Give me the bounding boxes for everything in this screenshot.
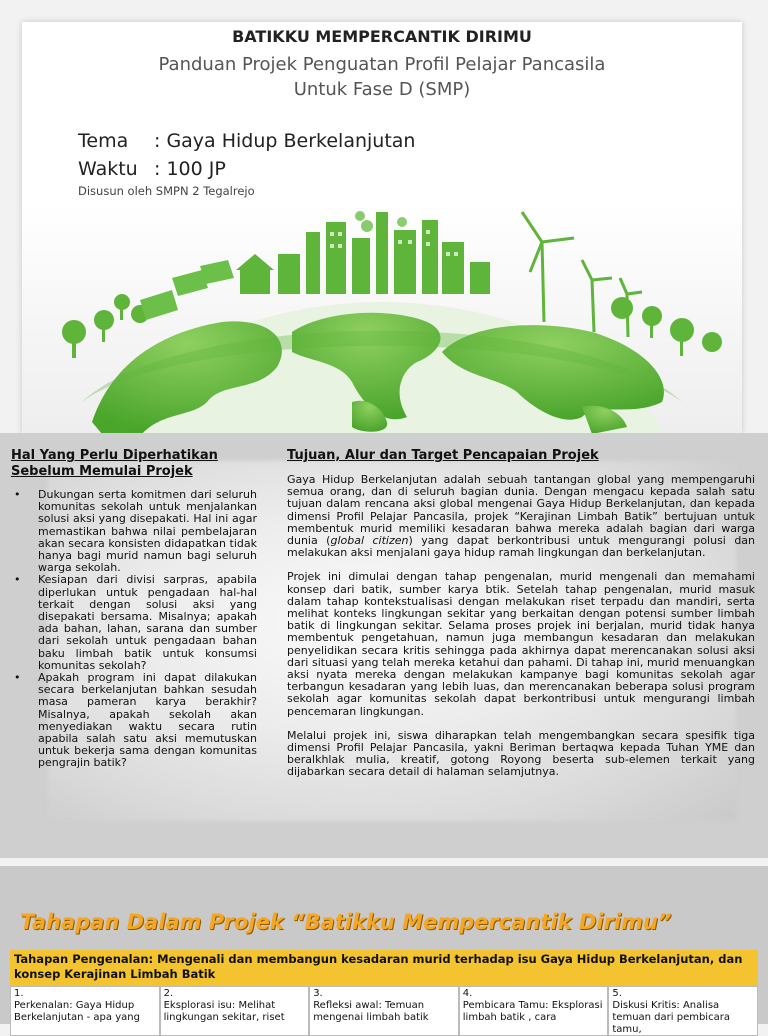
stage-cell: 3. Refleksi awal: Temuan mengenai limbah batik (309, 986, 459, 1036)
tema-value: : Gaya Hidup Berkelanjutan (154, 130, 416, 152)
green-earth-illustration (22, 202, 742, 434)
objectives-paragraph-2: Projek ini dimulai dengan tahap pengenalan, murid mengenali dan memahami konsep dari batik, sumber karya btik. Setelah tahap pengenalan, murid masuk dalam tahap kontekstualisasi dengan melakukan riset terpadu dan mandiri, serta melihat konteks lingkungan sekitar yang berkaitan dengan potensi sumber limbah batik di lingkungan sekitar. Selama proses projek ini berjalan, murid tidak hanya membentuk pengetahuan, namun juga membangun kesadaran dan melakukan penyelidikan secara kritis sehingga pada akhirnya dapat merencanakan solusi aksi dari situasi yang telah mereka ketahui dan pahami. Di tahap ini, murid menuangkan aksi nyata mereka dengan melakukan kampanye bagi komunitas sekolah agar terbangun kesadaran yang lebih luas, dan merencanakan beberapa solusi program sekolah agar komunitas sekolah dapat berkontribusi untuk mengurangi limbah pencemaran lingkungan. (287, 570, 755, 718)
tema-label: Tema (78, 130, 129, 152)
cover-subtitle (22, 52, 742, 102)
objectives-paragraph-1: Gaya Hidup Berkelanjutan adalah sebuah tantangan global yang mempengaruhi semua orang, dan di seluruh bagian dunia. Dengan mengacu kepada salah satu tujuan dalam rencana aksi global mengenai Gaya Hidup Berkelanjutan, dan kepada dimensi Profil Pelajar Pancasila, projek “Kerajinan Limbah Batik” bertujuan untuk membentuk murid memiliki kesadaran bahwa mereka adalah bagian dari warga dunia (global citizen) yang dapat berkontribusi untuk mengurangi polusi dan melakukan aksi menjalani gaya hidup ramah lingkungan dan berkelanjutan. (287, 473, 756, 560)
global-citizen-term: global citizen (330, 534, 409, 548)
stages-page (0, 866, 768, 1035)
stages-title: Tahapan Dalam Projek “Batikku Mempercantik Dirimu” (20, 910, 672, 934)
objectives-column (287, 448, 755, 791)
waktu-row (78, 158, 226, 180)
subtitle-line-2: Untuk Fase D (SMP) (293, 79, 471, 100)
list-item: • Apakah program ini dapat dilakukan secara berkelanjutan bahkan sesudah masa pameran karya berakhir? Misalnya, apakah sekolah akan menyediakan waktu secara rutin apabila salah satu aksi memutuskan untuk bekerja sama dengan komunitas pengrajin batik? (11, 672, 257, 770)
objectives-paragraph-3: Melalui projek ini, siswa diharapkan telah mengembangkan secara spesifik tiga dimensi Profil Pelajar Pancasila, yakni Beriman bertaqwa kepada Tuhan YME dan beralkhlak mulia, kreatif, gotong Royong beserta sub-elemen terkait yang dijabarkan secara detail di halaman selamjutnya. (287, 728, 755, 779)
waktu-value: : 100 JP (154, 158, 226, 180)
phase-banner: Tahapan Pengenalan: Mengenali dan membangun kesadaran murid terhadap isu Gaya Hidup Berkelanjutan, dan konsep Kerajinan Limbah Batik (10, 950, 758, 986)
waktu-label: Waktu (78, 158, 138, 180)
subtitle-line-1: Panduan Projek Penguatan Profil Pelajar Pancasila (158, 54, 606, 75)
cover-title: BATIKKU MEMPERCANTIK DIRIMU (232, 27, 532, 46)
stage-cells (10, 986, 758, 1036)
list-item: • Dukungan serta komitmen dari seluruh komunitas sekolah untuk menjalankan solusi aksi yang disepakati. Hal ini agar memastikan bahwa nilai pembelajaran akan secara konsisten didapatkan tidak hanya bagi murid namun bagi seluruh warga sekolah. (11, 489, 257, 574)
considerations-column (11, 448, 257, 770)
stage-cell: 4. Pembicara Tamu: Eksplorasi limbah batik , cara (459, 986, 609, 1036)
stage-cell: 5. Diskusi Kritis: Analisa temuan dari pembicara tamu, (608, 986, 758, 1036)
tema-row (78, 130, 415, 152)
stage-cell: 2. Eksplorasi isu: Melihat lingkungan sekitar, riset (160, 986, 310, 1036)
objectives-heading: Tujuan, Alur dan Target Pencapaian Projek (287, 448, 599, 463)
considerations-list (11, 489, 257, 770)
list-item: • Kesiapan dari divisi sarpras, apabila diperlukan untuk pengadaan hal-hal terkait dengan solusi aksi yang disepakati bersama. Misalnya; apakah ada bahan, lahan, sarana dan sumber dari sekolah untuk pengadaan bahan baku limbah batik untuk konsumsi komunitas sekolah? (11, 574, 257, 672)
stage-cell: 1. Perkenalan: Gaya Hidup Berkelanjutan - apa yang (10, 986, 160, 1036)
author-credit: Disusun oleh SMPN 2 Tegalrejo (78, 184, 255, 198)
info-page (0, 433, 768, 858)
considerations-heading: Hal Yang Perlu Diperhatikan Sebelum Memulai Projek (11, 448, 218, 479)
cover-page (22, 22, 742, 434)
